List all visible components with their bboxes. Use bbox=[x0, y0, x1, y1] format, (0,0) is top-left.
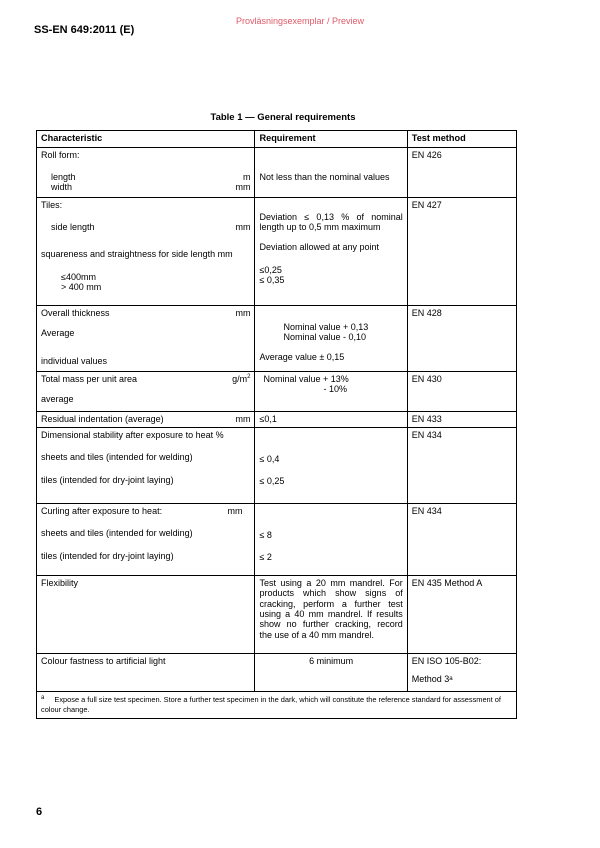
mass-unit-exponent: 2 bbox=[247, 373, 251, 380]
stability-tiles-requirement: ≤ 0,25 bbox=[259, 476, 285, 487]
test-method-cell: EN 427 bbox=[407, 197, 516, 305]
requirement-cell bbox=[255, 427, 407, 503]
stability-sheets-requirement: ≤ 0,4 bbox=[259, 453, 280, 464]
side-length-unit: mm bbox=[235, 221, 251, 232]
requirement-cell bbox=[255, 371, 407, 411]
average-requirement-minus: Nominal value - 0,10 bbox=[283, 331, 366, 342]
test-method-cell: EN 426 bbox=[407, 147, 516, 197]
preview-watermark: Provläsningsexemplar / Preview bbox=[235, 16, 365, 26]
mass-requirement-plus: Nominal value + 13% bbox=[263, 373, 349, 384]
gt400-label: > 400 mm bbox=[61, 281, 102, 292]
test-method-cell: EN 433 bbox=[407, 411, 516, 427]
curling-tiles-label: tiles (intended for dry-joint laying) bbox=[41, 550, 174, 561]
gt400-requirement: ≤ 0,35 bbox=[259, 274, 285, 285]
indentation-unit: mm bbox=[235, 413, 251, 424]
le400-label: ≤400mm bbox=[61, 271, 96, 282]
mass-unit: g/m bbox=[232, 373, 248, 384]
requirement-cell: 6 minimum bbox=[255, 653, 407, 691]
squareness-label: squareness and straightness for side length mm bbox=[41, 249, 233, 260]
requirements-table bbox=[36, 130, 517, 719]
indentation-label: Residual indentation (average) bbox=[41, 413, 164, 424]
characteristic-cell bbox=[37, 427, 255, 503]
squareness-requirement: Deviation allowed at any point bbox=[259, 242, 380, 253]
requirement-cell: ≤0,1 bbox=[255, 411, 407, 427]
side-length-label: side length bbox=[51, 221, 95, 232]
curling-tiles-requirement: ≤ 2 bbox=[259, 552, 272, 563]
le400-requirement: ≤0,25 bbox=[259, 264, 282, 275]
characteristic-cell bbox=[37, 503, 255, 575]
table-row bbox=[37, 147, 517, 197]
test-method-cell: EN 430 bbox=[407, 371, 516, 411]
roll-form-requirement: Not less than the nominal values bbox=[259, 171, 390, 182]
individual-values-label: individual values bbox=[41, 356, 108, 367]
footnote-cell bbox=[37, 691, 517, 718]
test-method-cell bbox=[407, 653, 516, 691]
table-row bbox=[37, 503, 517, 575]
page-number: 6 bbox=[36, 806, 43, 818]
table-header-row bbox=[37, 131, 517, 148]
curling-unit: mm bbox=[227, 505, 243, 516]
width-unit: mm bbox=[235, 182, 251, 193]
table-row bbox=[37, 427, 517, 503]
characteristic-cell: Colour fastness to artificial light bbox=[37, 653, 255, 691]
length-unit: m bbox=[242, 171, 251, 182]
requirement-cell bbox=[255, 305, 407, 371]
characteristic-cell bbox=[37, 305, 255, 371]
test-method-cell: EN 428 bbox=[407, 305, 516, 371]
test-method-cell: EN 434 bbox=[407, 503, 516, 575]
footnote-text: Expose a full size test specimen. Store a further test specimen in the dark, which will constitute the reference standard for assessment of colour change. bbox=[41, 695, 501, 715]
requirement-cell bbox=[255, 503, 407, 575]
colour-method-variant: Method 3ᵃ bbox=[411, 674, 453, 685]
column-header-requirement: Requirement bbox=[255, 131, 407, 148]
average-requirement-plus: Nominal value + 0,13 bbox=[283, 321, 369, 332]
table-row bbox=[37, 575, 517, 653]
table-row bbox=[37, 197, 517, 305]
characteristic-cell bbox=[37, 371, 255, 411]
characteristic-cell bbox=[37, 147, 255, 197]
curling-label: Curling after exposure to heat: bbox=[41, 505, 163, 516]
table-row bbox=[37, 411, 517, 427]
length-label: length bbox=[51, 171, 76, 182]
column-header-characteristic: Characteristic bbox=[37, 131, 255, 148]
stability-tiles-label: tiles (intended for dry-joint laying) bbox=[41, 474, 174, 485]
individual-requirement: Average value ± 0,15 bbox=[259, 352, 345, 363]
mass-requirement-minus: - 10% bbox=[323, 383, 347, 394]
stability-sheets-label: sheets and tiles (intended for welding) bbox=[41, 452, 193, 463]
characteristic-cell bbox=[37, 197, 255, 305]
tiles-label: Tiles: bbox=[41, 199, 63, 210]
thickness-label: Overall thickness bbox=[41, 307, 110, 318]
curling-sheets-label: sheets and tiles (intended for welding) bbox=[41, 528, 193, 539]
requirement-cell: Test using a 20 mm mandrel. For products which show signs of cracking, perform a further test using a 40 mm mandrel. If results show no further cracking, record the use of a 40 mm mandrel. bbox=[255, 575, 407, 653]
test-method-cell: EN 435 Method A bbox=[407, 575, 516, 653]
table-row bbox=[37, 653, 517, 691]
colour-method-standard: EN ISO 105-B02: bbox=[411, 655, 482, 666]
column-header-test-method: Test method bbox=[407, 131, 516, 148]
characteristic-cell bbox=[37, 411, 255, 427]
mass-label: Total mass per unit area bbox=[41, 373, 138, 384]
roll-form-label: Roll form: bbox=[41, 149, 80, 160]
curling-sheets-requirement: ≤ 8 bbox=[259, 529, 272, 540]
stability-label: Dimensional stability after exposure to heat % bbox=[41, 429, 224, 440]
document-code: SS-EN 649:2011 (E) bbox=[34, 24, 135, 36]
thickness-unit: mm bbox=[235, 307, 251, 318]
table-row bbox=[37, 305, 517, 371]
average-label: Average bbox=[41, 327, 75, 338]
mass-average-label: average bbox=[41, 393, 74, 404]
width-label: width bbox=[51, 182, 73, 193]
requirement-cell bbox=[255, 147, 407, 197]
table-title: Table 1 — General requirements bbox=[210, 112, 356, 123]
footnote-marker: a bbox=[41, 694, 45, 701]
test-method-cell: EN 434 bbox=[407, 427, 516, 503]
footnote-row bbox=[37, 691, 517, 718]
table-row bbox=[37, 371, 517, 411]
side-length-requirement: Deviation ≤ 0,13 % of nominal length up to 0,5 mm maximum bbox=[259, 211, 403, 232]
characteristic-cell: Flexibility bbox=[37, 575, 255, 653]
requirement-cell bbox=[255, 197, 407, 305]
